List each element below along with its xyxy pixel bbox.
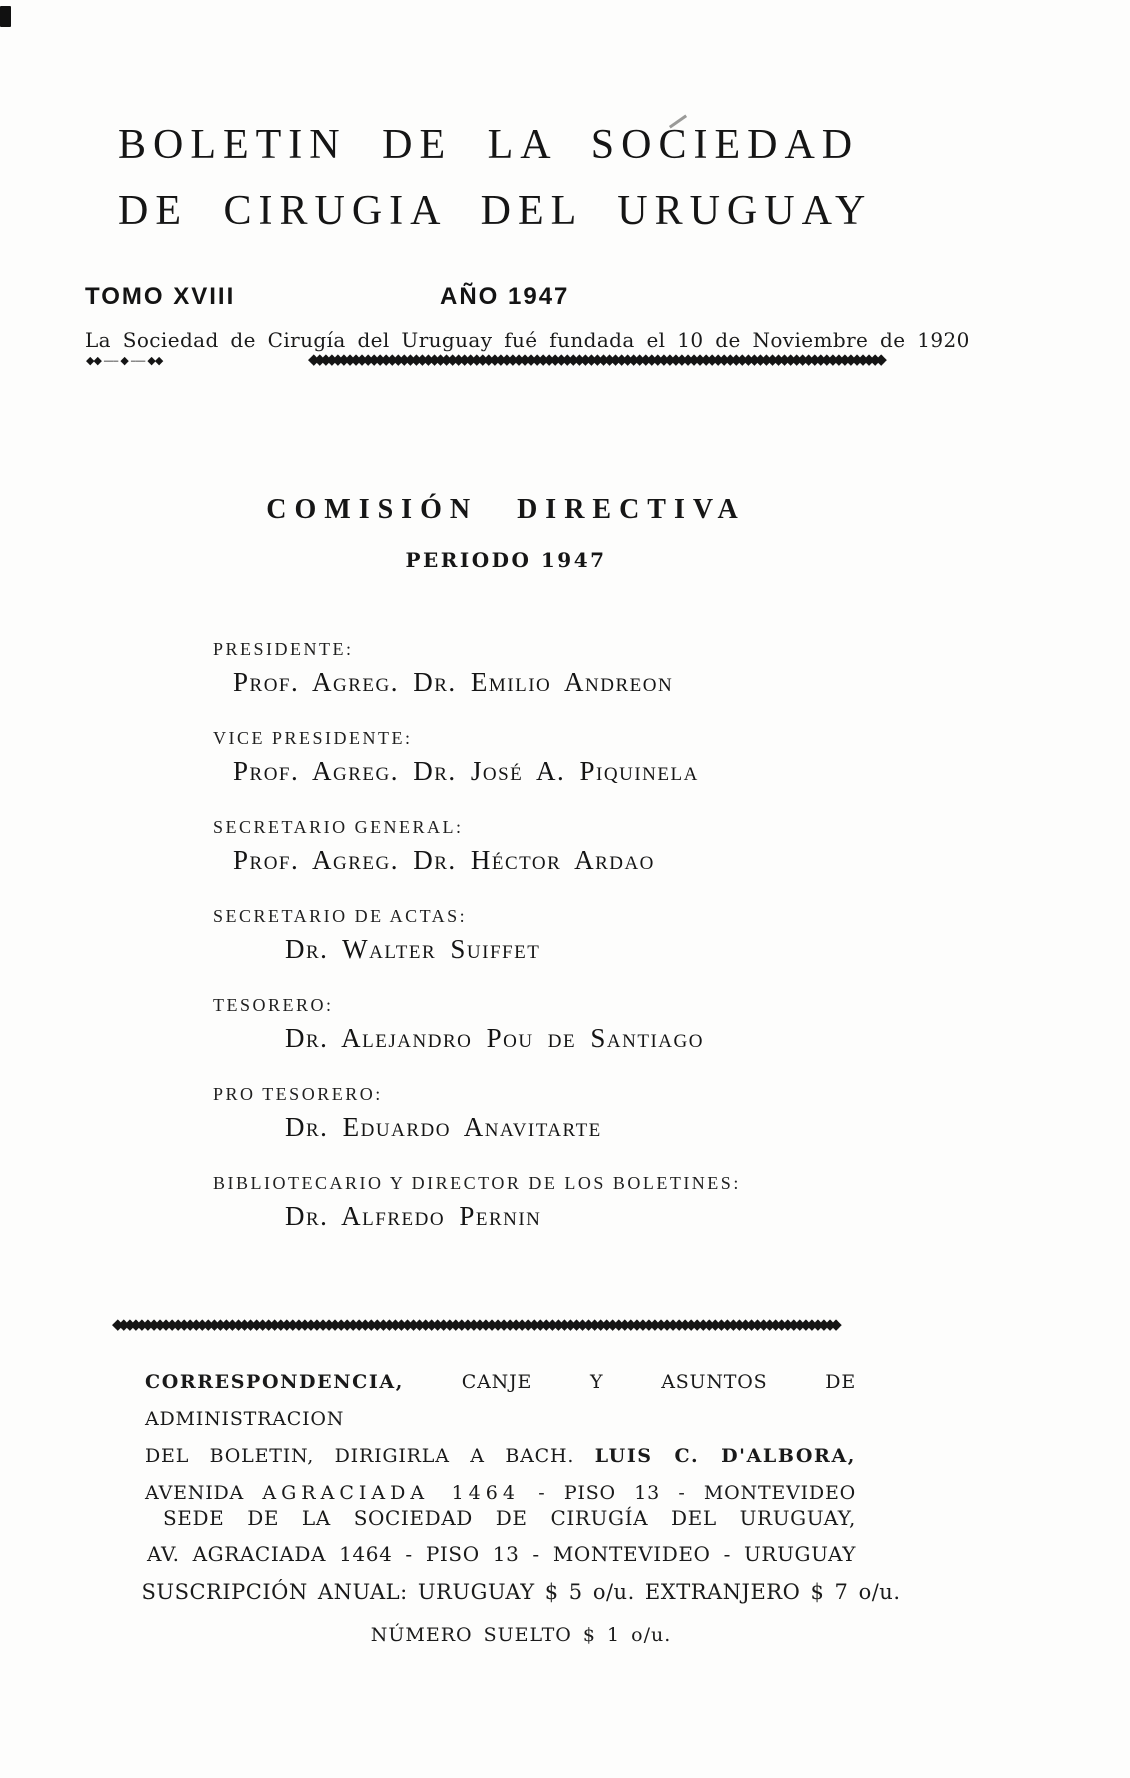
officer-entry — [213, 637, 893, 699]
correspondence-line3-pre: AVENIDA — [145, 1482, 245, 1504]
founding-note: La Sociedad de Cirugía del Uruguay fué fundada el 10 de Noviembre de 1920 — [85, 328, 970, 352]
officer-entry — [213, 1171, 893, 1233]
officer-name: Prof. Agreg. Dr. Héctor Ardao — [233, 845, 655, 875]
journal-title — [118, 112, 872, 244]
correspondence-block — [145, 1364, 856, 1512]
journal-title-line2: DE CIRUGIA DEL URUGUAY — [118, 188, 873, 234]
officer-name: Dr. Eduardo Anavitarte — [285, 1112, 602, 1142]
sede-block — [147, 1500, 856, 1572]
comision-heading: COMISIÓN DIRECTIVA — [266, 494, 746, 525]
correspondence-line2-bold: LUIS C. D'ALBORA, — [594, 1445, 856, 1467]
officer-role: PRESIDENTE: — [213, 639, 354, 659]
correspondence-line1-bold: CORRESPONDENCIA, — [145, 1371, 404, 1393]
volume-year-row — [85, 283, 1015, 311]
officer-name: Dr. Alfredo Pernin — [285, 1201, 542, 1231]
officer-role: VICE PRESIDENTE: — [213, 728, 413, 748]
officer-role: BIBLIOTECARIO Y DIRECTOR DE LOS BOLETINES: — [213, 1173, 741, 1193]
subscription-line1: SUSCRIPCIÓN ANUAL: URUGUAY $ 5 o/u. EXTRANJERO $ 7 o/u. — [141, 1580, 901, 1604]
officers-list — [213, 637, 893, 1260]
zigzag-divider-top: ◆◆◆◆◆◆◆◆◆◆◆◆◆◆◆◆◆◆◆◆◆◆◆◆◆◆◆◆◆◆◆◆◆◆◆◆◆◆◆◆◆◆◆◆◆◆◆◆◆◆◆◆◆◆◆◆◆◆◆◆◆◆◆◆◆◆◆◆◆◆◆◆◆◆◆◆◆◆◆◆◆◆◆◆◆◆◆◆◆◆◆◆◆◆◆ — [308, 353, 882, 368]
officer-entry — [213, 726, 893, 788]
left-flourish-divider: ◆◆ —– ◆ –— ◆◆ — [86, 354, 163, 367]
journal-title-line1: BOLETIN DE LA SOCIEDAD — [118, 122, 860, 168]
officer-name: Prof. Agreg. Dr. José A. Piquinela — [233, 756, 699, 786]
officer-name: Dr. Alejandro Pou de Santiago — [285, 1023, 704, 1053]
officer-entry — [213, 815, 893, 877]
officer-entry — [213, 904, 893, 966]
correspondence-line2 — [145, 1438, 856, 1475]
officer-name: Dr. Walter Suiffet — [285, 934, 541, 964]
correspondence-line3-spaced: AGRACIADA 1464 — [262, 1482, 520, 1504]
officer-role: TESORERO: — [213, 995, 334, 1015]
correspondence-line2-pre: DEL BOLETIN, DIRIGIRLA A BACH. — [145, 1445, 575, 1467]
officer-role: SECRETARIO DE ACTAS: — [213, 906, 468, 926]
officer-name: Prof. Agreg. Dr. Emilio Andreon — [233, 667, 674, 697]
officer-role: SECRETARIO GENERAL: — [213, 817, 464, 837]
comision-period: PERIODO 1947 — [405, 548, 607, 572]
officer-entry — [213, 993, 893, 1055]
year-label: AÑO 1947 — [440, 283, 570, 310]
correspondence-line1 — [145, 1364, 856, 1438]
zigzag-divider-bottom: ◆◆◆◆◆◆◆◆◆◆◆◆◆◆◆◆◆◆◆◆◆◆◆◆◆◆◆◆◆◆◆◆◆◆◆◆◆◆◆◆◆◆◆◆◆◆◆◆◆◆◆◆◆◆◆◆◆◆◆◆◆◆◆◆◆◆◆◆◆◆◆◆◆◆◆◆◆◆◆◆◆◆◆◆◆◆◆◆◆◆◆◆◆◆◆◆◆◆◆◆◆◆◆◆◆◆◆◆◆◆◆◆◆◆◆◆◆◆◆◆ — [112, 1318, 837, 1333]
subscription-line2: NÚMERO SUELTO $ 1 o/u. — [370, 1624, 672, 1646]
officer-entry — [213, 1082, 893, 1144]
sede-line2: AV. AGRACIADA 1464 - PISO 13 - MONTEVIDEO - URUGUAY — [147, 1542, 856, 1566]
officer-role: PRO TESORERO: — [213, 1084, 383, 1104]
correspondence-line1-rest: CANJE Y ASUNTOS DE ADMINISTRACION — [145, 1371, 856, 1430]
tomo-label: TOMO XVIII — [85, 283, 236, 310]
scan-corner-artifact — [0, 6, 11, 27]
sede-line1: SEDE DE LA SOCIEDAD DE CIRUGÍA DEL URUGUAY, — [163, 1506, 856, 1530]
correspondence-line3-rest: - PISO 13 - MONTEVIDEO — [538, 1482, 857, 1504]
